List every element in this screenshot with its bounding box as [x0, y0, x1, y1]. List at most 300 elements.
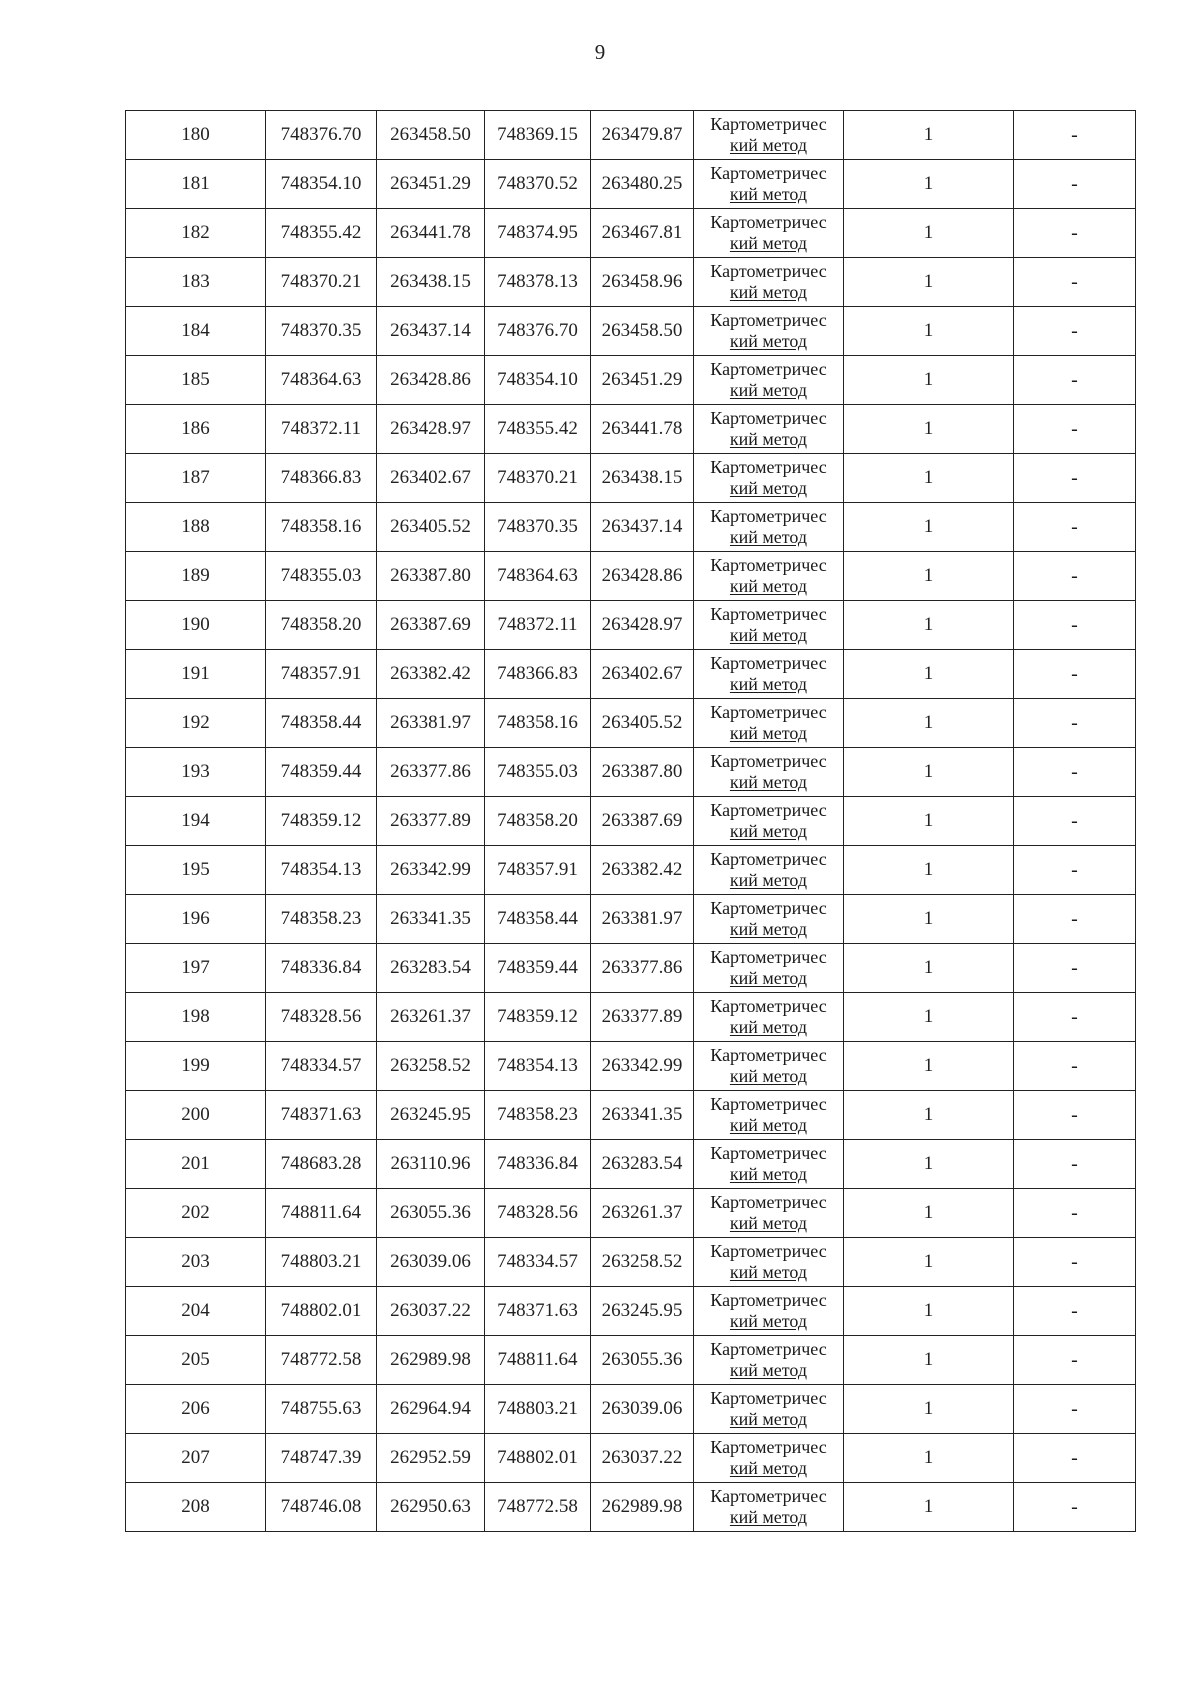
- method-line-1: Картометричес: [710, 359, 827, 379]
- prev-y-coordinate-cell: 263458.96: [591, 258, 694, 307]
- table-row: [126, 111, 1136, 160]
- accuracy-cell: 1: [844, 797, 1014, 846]
- point-number-cell: 200: [126, 1091, 266, 1140]
- accuracy-cell: 1: [844, 748, 1014, 797]
- method-line-1: Картометричес: [710, 555, 827, 575]
- table-row: [126, 1483, 1136, 1532]
- y-coordinate-cell: 262950.63: [377, 1483, 485, 1532]
- method-line-1: Картометричес: [710, 1241, 827, 1261]
- table-row: [126, 552, 1136, 601]
- point-number-cell: 189: [126, 552, 266, 601]
- y-coordinate-cell: 263341.35: [377, 895, 485, 944]
- point-number-cell: 194: [126, 797, 266, 846]
- accuracy-cell: 1: [844, 111, 1014, 160]
- method-line-2: кий метод: [729, 527, 808, 547]
- table-row: [126, 846, 1136, 895]
- y-coordinate-cell: 263055.36: [377, 1189, 485, 1238]
- accuracy-cell: 1: [844, 650, 1014, 699]
- method-line-2: кий метод: [729, 919, 808, 939]
- x-coordinate-cell: 748336.84: [266, 944, 377, 993]
- method-line-1: Картометричес: [710, 1192, 827, 1212]
- method-line-1: Картометричес: [710, 1486, 827, 1506]
- y-coordinate-cell: 263402.67: [377, 454, 485, 503]
- table-row: [126, 258, 1136, 307]
- table-row: [126, 454, 1136, 503]
- x-coordinate-cell: 748358.20: [266, 601, 377, 650]
- point-number-cell: 195: [126, 846, 266, 895]
- method-cell: [694, 993, 844, 1042]
- point-number-cell: 185: [126, 356, 266, 405]
- prev-x-coordinate-cell: 748369.15: [485, 111, 591, 160]
- y-coordinate-cell: 263245.95: [377, 1091, 485, 1140]
- note-cell: -: [1014, 748, 1136, 797]
- method-line-1: Картометричес: [710, 1094, 827, 1114]
- method-cell: [694, 895, 844, 944]
- y-coordinate-cell: 263283.54: [377, 944, 485, 993]
- x-coordinate-cell: 748366.83: [266, 454, 377, 503]
- table-row: [126, 1189, 1136, 1238]
- x-coordinate-cell: 748334.57: [266, 1042, 377, 1091]
- table-row: [126, 1140, 1136, 1189]
- x-coordinate-cell: 748772.58: [266, 1336, 377, 1385]
- point-number-cell: 187: [126, 454, 266, 503]
- method-cell: [694, 503, 844, 552]
- prev-x-coordinate-cell: 748355.42: [485, 405, 591, 454]
- prev-y-coordinate-cell: 263261.37: [591, 1189, 694, 1238]
- method-line-2: кий метод: [729, 478, 808, 498]
- point-number-cell: 190: [126, 601, 266, 650]
- prev-y-coordinate-cell: 263402.67: [591, 650, 694, 699]
- method-line-1: Картометричес: [710, 800, 827, 820]
- y-coordinate-cell: 263258.52: [377, 1042, 485, 1091]
- y-coordinate-cell: 263377.89: [377, 797, 485, 846]
- table-row: [126, 699, 1136, 748]
- x-coordinate-cell: 748683.28: [266, 1140, 377, 1189]
- point-number-cell: 205: [126, 1336, 266, 1385]
- method-line-2: кий метод: [729, 233, 808, 253]
- point-number-cell: 198: [126, 993, 266, 1042]
- prev-y-coordinate-cell: 263341.35: [591, 1091, 694, 1140]
- note-cell: -: [1014, 405, 1136, 454]
- prev-x-coordinate-cell: 748328.56: [485, 1189, 591, 1238]
- point-number-cell: 191: [126, 650, 266, 699]
- method-cell: [694, 1483, 844, 1532]
- y-coordinate-cell: 263377.86: [377, 748, 485, 797]
- method-line-2: кий метод: [729, 1066, 808, 1086]
- prev-y-coordinate-cell: 263258.52: [591, 1238, 694, 1287]
- accuracy-cell: 1: [844, 846, 1014, 895]
- table-row: [126, 1336, 1136, 1385]
- page-number: 9: [594, 40, 606, 64]
- method-line-1: Картометричес: [710, 1339, 827, 1359]
- table-row: [126, 993, 1136, 1042]
- x-coordinate-cell: 748357.91: [266, 650, 377, 699]
- prev-y-coordinate-cell: 263037.22: [591, 1434, 694, 1483]
- method-line-2: кий метод: [729, 1164, 808, 1184]
- method-line-1: Картометричес: [710, 212, 827, 232]
- accuracy-cell: 1: [844, 993, 1014, 1042]
- prev-x-coordinate-cell: 748370.52: [485, 160, 591, 209]
- note-cell: -: [1014, 944, 1136, 993]
- prev-x-coordinate-cell: 748359.12: [485, 993, 591, 1042]
- note-cell: -: [1014, 993, 1136, 1042]
- method-cell: [694, 1091, 844, 1140]
- method-line-2: кий метод: [729, 135, 808, 155]
- x-coordinate-cell: 748358.16: [266, 503, 377, 552]
- method-cell: [694, 552, 844, 601]
- x-coordinate-cell: 748370.35: [266, 307, 377, 356]
- note-cell: -: [1014, 1434, 1136, 1483]
- method-line-2: кий метод: [729, 723, 808, 743]
- accuracy-cell: 1: [844, 1091, 1014, 1140]
- table-row: [126, 1434, 1136, 1483]
- table-row: [126, 209, 1136, 258]
- point-number-cell: 199: [126, 1042, 266, 1091]
- prev-x-coordinate-cell: 748811.64: [485, 1336, 591, 1385]
- prev-x-coordinate-cell: 748336.84: [485, 1140, 591, 1189]
- table-body: [126, 111, 1136, 1532]
- note-cell: -: [1014, 552, 1136, 601]
- prev-x-coordinate-cell: 748354.13: [485, 1042, 591, 1091]
- table-row: [126, 1287, 1136, 1336]
- method-line-1: Картометричес: [710, 702, 827, 722]
- y-coordinate-cell: 263428.97: [377, 405, 485, 454]
- method-line-1: Картометричес: [710, 506, 827, 526]
- point-number-cell: 193: [126, 748, 266, 797]
- table-row: [126, 895, 1136, 944]
- accuracy-cell: 1: [844, 258, 1014, 307]
- prev-x-coordinate-cell: 748803.21: [485, 1385, 591, 1434]
- prev-y-coordinate-cell: 262989.98: [591, 1483, 694, 1532]
- method-line-1: Картометричес: [710, 751, 827, 771]
- method-cell: [694, 601, 844, 650]
- prev-y-coordinate-cell: 263428.86: [591, 552, 694, 601]
- x-coordinate-cell: 748358.44: [266, 699, 377, 748]
- table-row: [126, 356, 1136, 405]
- note-cell: -: [1014, 258, 1136, 307]
- prev-y-coordinate-cell: 263437.14: [591, 503, 694, 552]
- note-cell: -: [1014, 307, 1136, 356]
- prev-x-coordinate-cell: 748376.70: [485, 307, 591, 356]
- note-cell: -: [1014, 503, 1136, 552]
- accuracy-cell: 1: [844, 552, 1014, 601]
- accuracy-cell: 1: [844, 1483, 1014, 1532]
- accuracy-cell: 1: [844, 307, 1014, 356]
- method-cell: [694, 111, 844, 160]
- prev-x-coordinate-cell: 748358.16: [485, 699, 591, 748]
- prev-y-coordinate-cell: 263377.89: [591, 993, 694, 1042]
- prev-x-coordinate-cell: 748359.44: [485, 944, 591, 993]
- note-cell: -: [1014, 1238, 1136, 1287]
- prev-y-coordinate-cell: 263480.25: [591, 160, 694, 209]
- prev-x-coordinate-cell: 748355.03: [485, 748, 591, 797]
- prev-x-coordinate-cell: 748378.13: [485, 258, 591, 307]
- x-coordinate-cell: 748747.39: [266, 1434, 377, 1483]
- point-number-cell: 188: [126, 503, 266, 552]
- y-coordinate-cell: 263110.96: [377, 1140, 485, 1189]
- prev-x-coordinate-cell: 748358.20: [485, 797, 591, 846]
- accuracy-cell: 1: [844, 1385, 1014, 1434]
- prev-y-coordinate-cell: 263377.86: [591, 944, 694, 993]
- method-line-1: Картометричес: [710, 1045, 827, 1065]
- method-line-2: кий метод: [729, 1213, 808, 1233]
- prev-x-coordinate-cell: 748364.63: [485, 552, 591, 601]
- prev-x-coordinate-cell: 748357.91: [485, 846, 591, 895]
- y-coordinate-cell: 262964.94: [377, 1385, 485, 1434]
- method-line-1: Картометричес: [710, 1437, 827, 1457]
- prev-y-coordinate-cell: 263451.29: [591, 356, 694, 405]
- table-row: [126, 405, 1136, 454]
- x-coordinate-cell: 748328.56: [266, 993, 377, 1042]
- method-line-1: Картометричес: [710, 898, 827, 918]
- table-row: [126, 307, 1136, 356]
- note-cell: -: [1014, 846, 1136, 895]
- prev-y-coordinate-cell: 263405.52: [591, 699, 694, 748]
- x-coordinate-cell: 748359.12: [266, 797, 377, 846]
- prev-x-coordinate-cell: 748802.01: [485, 1434, 591, 1483]
- method-line-2: кий метод: [729, 870, 808, 890]
- note-cell: -: [1014, 209, 1136, 258]
- table-row: [126, 601, 1136, 650]
- method-cell: [694, 846, 844, 895]
- y-coordinate-cell: 263441.78: [377, 209, 485, 258]
- method-line-1: Картометричес: [710, 310, 827, 330]
- method-line-1: Картометричес: [710, 1290, 827, 1310]
- method-line-2: кий метод: [729, 674, 808, 694]
- prev-x-coordinate-cell: 748371.63: [485, 1287, 591, 1336]
- y-coordinate-cell: 263037.22: [377, 1287, 485, 1336]
- note-cell: -: [1014, 1336, 1136, 1385]
- accuracy-cell: 1: [844, 405, 1014, 454]
- table-row: [126, 503, 1136, 552]
- x-coordinate-cell: 748358.23: [266, 895, 377, 944]
- accuracy-cell: 1: [844, 1336, 1014, 1385]
- x-coordinate-cell: 748372.11: [266, 405, 377, 454]
- method-line-2: кий метод: [729, 1115, 808, 1135]
- method-line-2: кий метод: [729, 1311, 808, 1331]
- method-line-1: Картометричес: [710, 1143, 827, 1163]
- point-number-cell: 197: [126, 944, 266, 993]
- method-cell: [694, 405, 844, 454]
- prev-x-coordinate-cell: 748358.23: [485, 1091, 591, 1140]
- x-coordinate-cell: 748354.10: [266, 160, 377, 209]
- prev-y-coordinate-cell: 263039.06: [591, 1385, 694, 1434]
- y-coordinate-cell: 263438.15: [377, 258, 485, 307]
- x-coordinate-cell: 748376.70: [266, 111, 377, 160]
- prev-y-coordinate-cell: 263428.97: [591, 601, 694, 650]
- method-cell: [694, 1287, 844, 1336]
- note-cell: -: [1014, 1091, 1136, 1140]
- method-line-1: Картометричес: [710, 261, 827, 281]
- method-cell: [694, 1385, 844, 1434]
- point-number-cell: 181: [126, 160, 266, 209]
- accuracy-cell: 1: [844, 1140, 1014, 1189]
- method-cell: [694, 944, 844, 993]
- coordinates-table-wrapper: [125, 110, 1135, 1532]
- y-coordinate-cell: 263437.14: [377, 307, 485, 356]
- prev-y-coordinate-cell: 263387.69: [591, 797, 694, 846]
- method-cell: [694, 797, 844, 846]
- y-coordinate-cell: 263387.80: [377, 552, 485, 601]
- accuracy-cell: 1: [844, 601, 1014, 650]
- method-line-2: кий метод: [729, 429, 808, 449]
- method-cell: [694, 748, 844, 797]
- table-row: [126, 1091, 1136, 1140]
- note-cell: -: [1014, 111, 1136, 160]
- prev-x-coordinate-cell: 748370.21: [485, 454, 591, 503]
- note-cell: -: [1014, 601, 1136, 650]
- note-cell: -: [1014, 1189, 1136, 1238]
- method-line-2: кий метод: [729, 576, 808, 596]
- prev-x-coordinate-cell: 748358.44: [485, 895, 591, 944]
- prev-y-coordinate-cell: 263467.81: [591, 209, 694, 258]
- prev-y-coordinate-cell: 263245.95: [591, 1287, 694, 1336]
- method-cell: [694, 1042, 844, 1091]
- prev-y-coordinate-cell: 263441.78: [591, 405, 694, 454]
- point-number-cell: 202: [126, 1189, 266, 1238]
- method-line-1: Картометричес: [710, 996, 827, 1016]
- prev-x-coordinate-cell: 748370.35: [485, 503, 591, 552]
- x-coordinate-cell: 748811.64: [266, 1189, 377, 1238]
- method-cell: [694, 1336, 844, 1385]
- y-coordinate-cell: 263261.37: [377, 993, 485, 1042]
- point-number-cell: 208: [126, 1483, 266, 1532]
- point-number-cell: 201: [126, 1140, 266, 1189]
- method-line-1: Картометричес: [710, 114, 827, 134]
- x-coordinate-cell: 748354.13: [266, 846, 377, 895]
- x-coordinate-cell: 748802.01: [266, 1287, 377, 1336]
- point-number-cell: 184: [126, 307, 266, 356]
- table-row: [126, 650, 1136, 699]
- method-line-1: Картометричес: [710, 457, 827, 477]
- method-line-1: Картометричес: [710, 163, 827, 183]
- accuracy-cell: 1: [844, 356, 1014, 405]
- prev-y-coordinate-cell: 263382.42: [591, 846, 694, 895]
- accuracy-cell: 1: [844, 1238, 1014, 1287]
- accuracy-cell: 1: [844, 1434, 1014, 1483]
- prev-x-coordinate-cell: 748354.10: [485, 356, 591, 405]
- y-coordinate-cell: 263458.50: [377, 111, 485, 160]
- prev-y-coordinate-cell: 263381.97: [591, 895, 694, 944]
- prev-y-coordinate-cell: 263387.80: [591, 748, 694, 797]
- accuracy-cell: 1: [844, 1189, 1014, 1238]
- method-cell: [694, 1140, 844, 1189]
- prev-y-coordinate-cell: 263438.15: [591, 454, 694, 503]
- x-coordinate-cell: 748364.63: [266, 356, 377, 405]
- note-cell: -: [1014, 160, 1136, 209]
- method-cell: [694, 699, 844, 748]
- point-number-cell: 180: [126, 111, 266, 160]
- method-cell: [694, 1238, 844, 1287]
- prev-y-coordinate-cell: 263055.36: [591, 1336, 694, 1385]
- method-line-2: кий метод: [729, 1360, 808, 1380]
- accuracy-cell: 1: [844, 503, 1014, 552]
- method-line-1: Картометричес: [710, 408, 827, 428]
- table-row: [126, 1042, 1136, 1091]
- table-row: [126, 1385, 1136, 1434]
- method-line-1: Картометричес: [710, 1388, 827, 1408]
- point-number-cell: 192: [126, 699, 266, 748]
- accuracy-cell: 1: [844, 160, 1014, 209]
- method-cell: [694, 1434, 844, 1483]
- prev-x-coordinate-cell: 748372.11: [485, 601, 591, 650]
- point-number-cell: 186: [126, 405, 266, 454]
- prev-y-coordinate-cell: 263342.99: [591, 1042, 694, 1091]
- prev-y-coordinate-cell: 263458.50: [591, 307, 694, 356]
- point-number-cell: 206: [126, 1385, 266, 1434]
- y-coordinate-cell: 263342.99: [377, 846, 485, 895]
- x-coordinate-cell: 748803.21: [266, 1238, 377, 1287]
- method-line-2: кий метод: [729, 968, 808, 988]
- note-cell: -: [1014, 699, 1136, 748]
- note-cell: -: [1014, 1483, 1136, 1532]
- prev-x-coordinate-cell: 748366.83: [485, 650, 591, 699]
- method-line-2: кий метод: [729, 1507, 808, 1527]
- point-number-cell: 207: [126, 1434, 266, 1483]
- point-number-cell: 196: [126, 895, 266, 944]
- y-coordinate-cell: 263451.29: [377, 160, 485, 209]
- y-coordinate-cell: 263382.42: [377, 650, 485, 699]
- note-cell: -: [1014, 650, 1136, 699]
- x-coordinate-cell: 748355.03: [266, 552, 377, 601]
- method-cell: [694, 650, 844, 699]
- prev-y-coordinate-cell: 263283.54: [591, 1140, 694, 1189]
- accuracy-cell: 1: [844, 1042, 1014, 1091]
- table-row: [126, 160, 1136, 209]
- accuracy-cell: 1: [844, 895, 1014, 944]
- prev-x-coordinate-cell: 748772.58: [485, 1483, 591, 1532]
- y-coordinate-cell: 263039.06: [377, 1238, 485, 1287]
- method-cell: [694, 454, 844, 503]
- method-line-1: Картометричес: [710, 604, 827, 624]
- table-row: [126, 797, 1136, 846]
- method-cell: [694, 160, 844, 209]
- accuracy-cell: 1: [844, 1287, 1014, 1336]
- table-row: [126, 1238, 1136, 1287]
- x-coordinate-cell: 748371.63: [266, 1091, 377, 1140]
- method-line-2: кий метод: [729, 821, 808, 841]
- prev-x-coordinate-cell: 748374.95: [485, 209, 591, 258]
- y-coordinate-cell: 262989.98: [377, 1336, 485, 1385]
- y-coordinate-cell: 263428.86: [377, 356, 485, 405]
- y-coordinate-cell: 262952.59: [377, 1434, 485, 1483]
- point-number-cell: 183: [126, 258, 266, 307]
- point-number-cell: 182: [126, 209, 266, 258]
- method-line-2: кий метод: [729, 1262, 808, 1282]
- method-line-2: кий метод: [729, 184, 808, 204]
- method-line-2: кий метод: [729, 282, 808, 302]
- x-coordinate-cell: 748746.08: [266, 1483, 377, 1532]
- prev-x-coordinate-cell: 748334.57: [485, 1238, 591, 1287]
- note-cell: -: [1014, 1140, 1136, 1189]
- point-number-cell: 204: [126, 1287, 266, 1336]
- x-coordinate-cell: 748755.63: [266, 1385, 377, 1434]
- note-cell: -: [1014, 1385, 1136, 1434]
- method-cell: [694, 258, 844, 307]
- table-row: [126, 944, 1136, 993]
- table-row: [126, 748, 1136, 797]
- method-line-2: кий метод: [729, 772, 808, 792]
- method-cell: [694, 307, 844, 356]
- method-line-2: кий метод: [729, 380, 808, 400]
- note-cell: -: [1014, 797, 1136, 846]
- note-cell: -: [1014, 1287, 1136, 1336]
- method-line-1: Картометричес: [710, 849, 827, 869]
- method-line-2: кий метод: [729, 625, 808, 645]
- method-cell: [694, 209, 844, 258]
- method-line-2: кий метод: [729, 1409, 808, 1429]
- y-coordinate-cell: 263405.52: [377, 503, 485, 552]
